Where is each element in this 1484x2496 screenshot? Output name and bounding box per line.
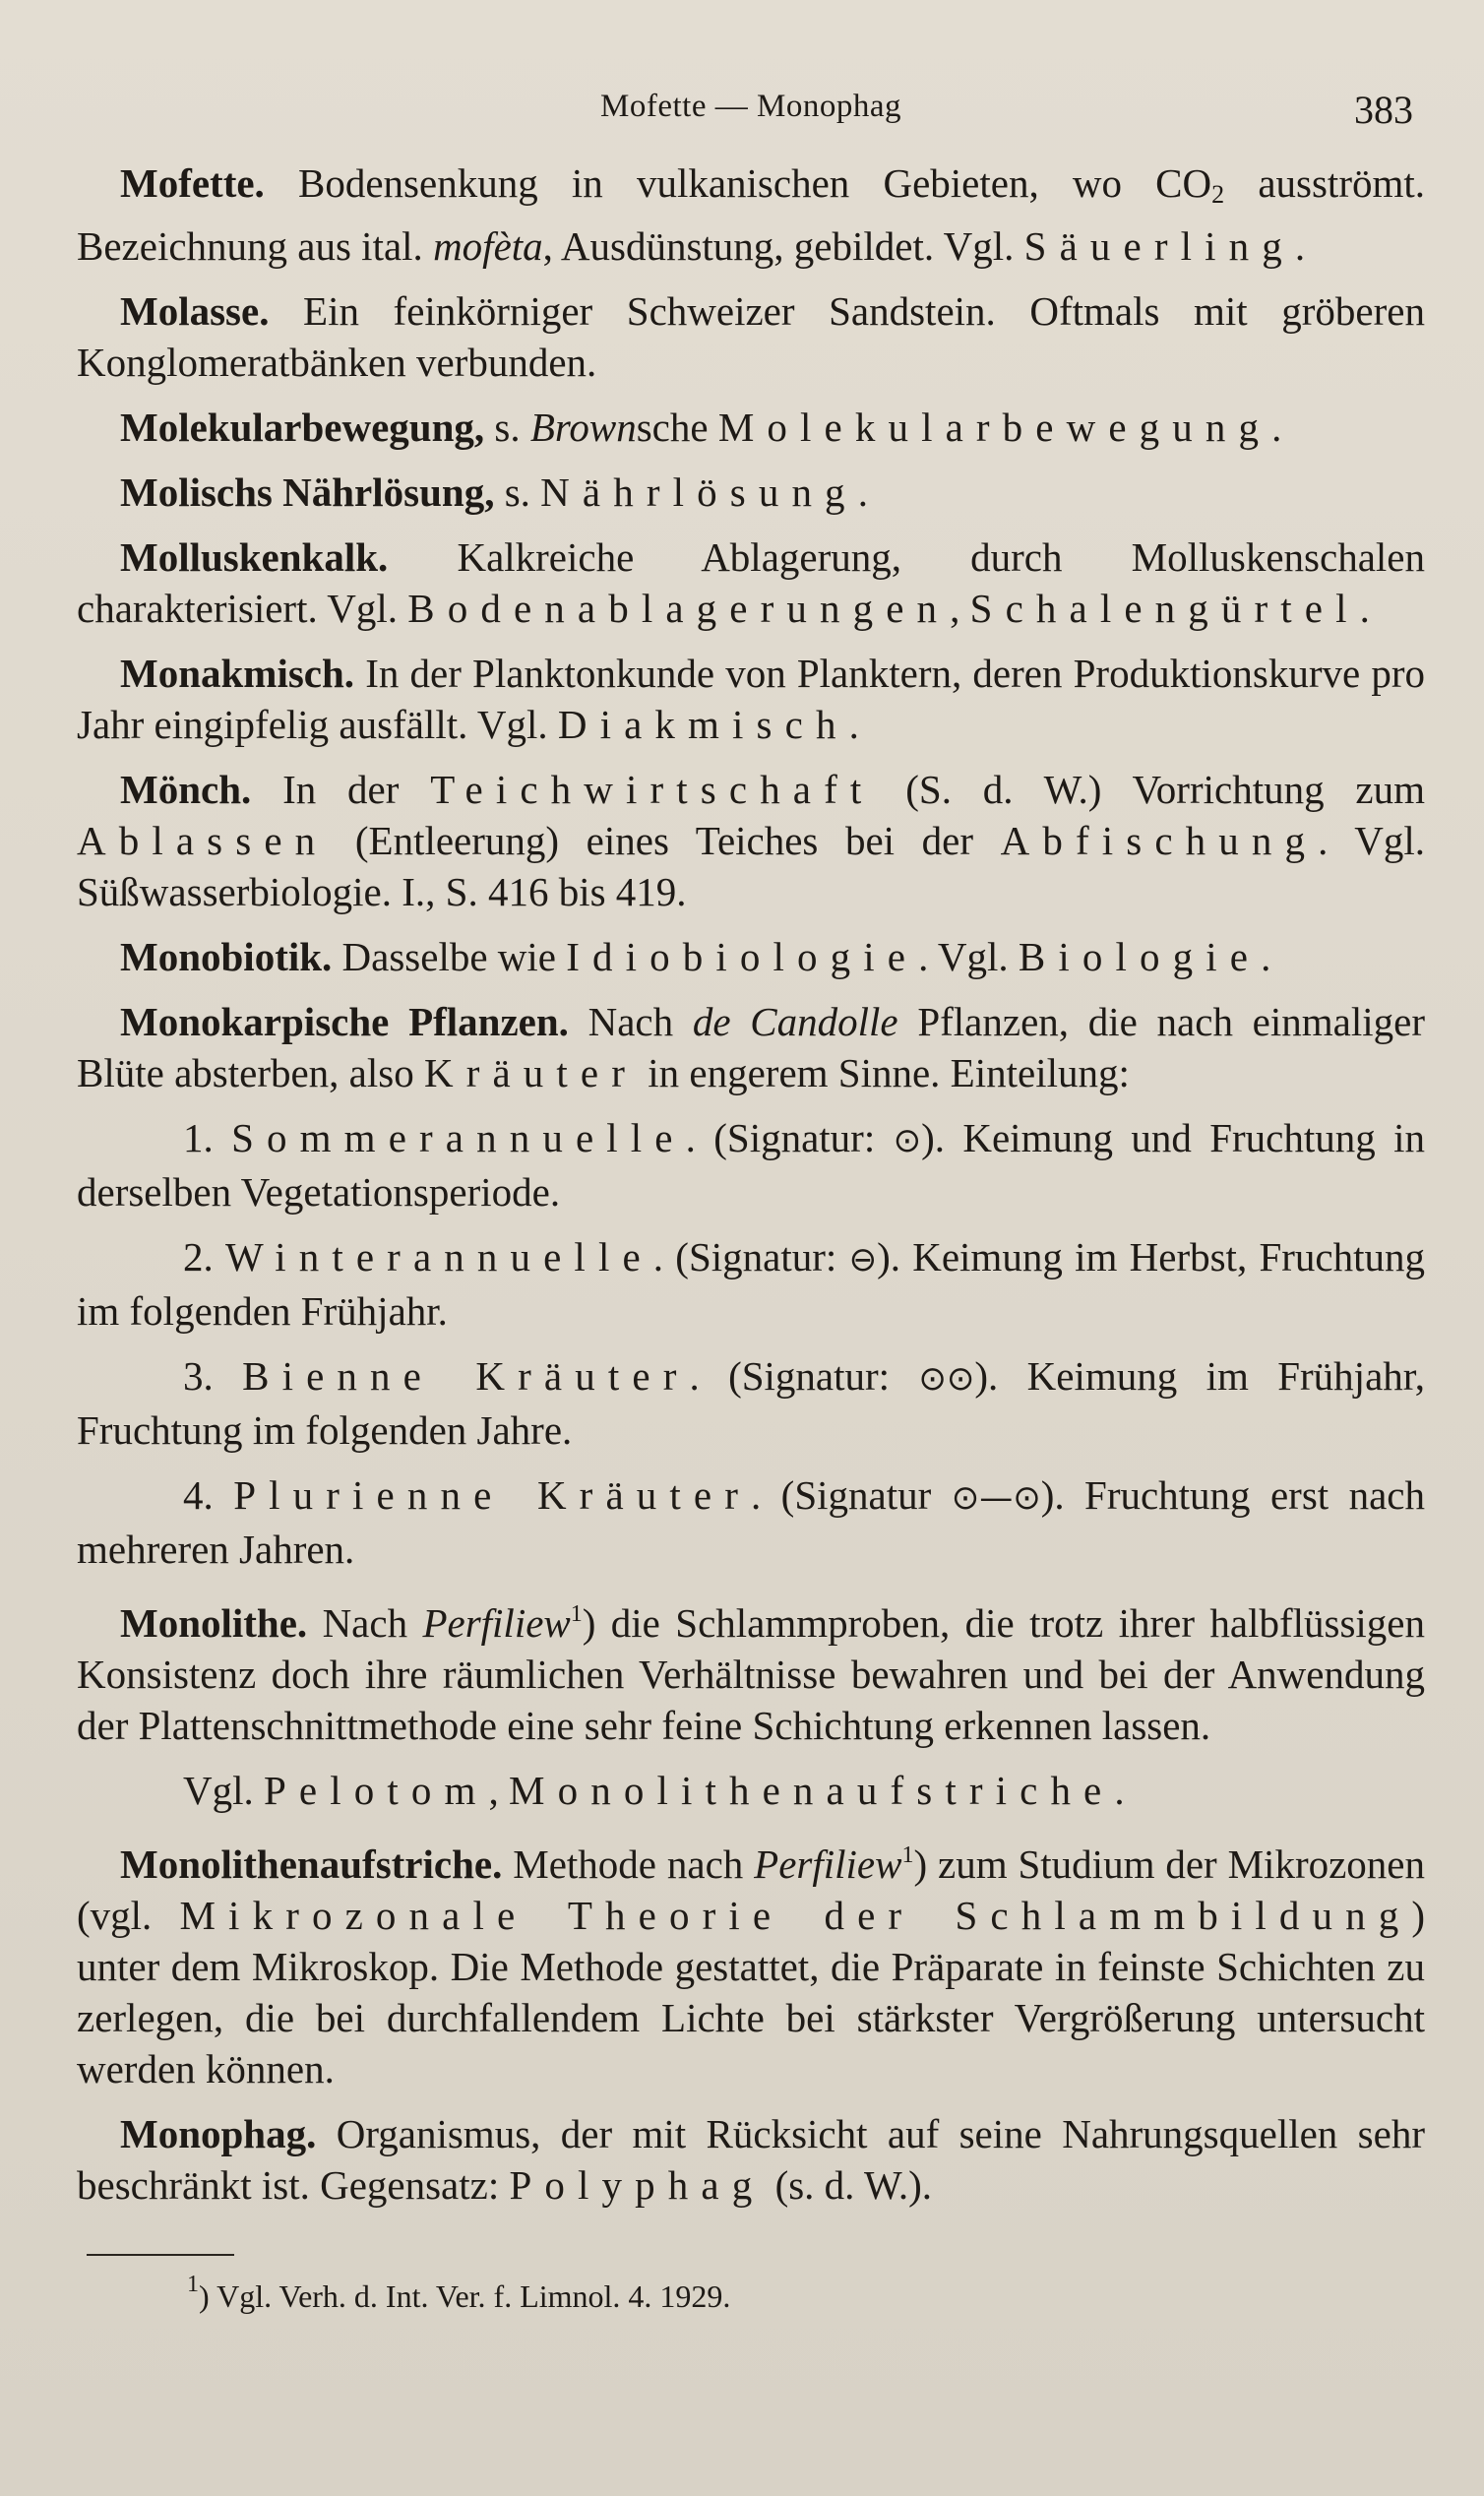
cross-reference: Biologie — [1018, 934, 1262, 979]
entry-text: . Vgl. — [918, 934, 1019, 979]
cross-reference: Pelotom — [264, 1768, 489, 1813]
signature-symbol: ⊖ — [848, 1240, 878, 1279]
item-number: 1. — [183, 1115, 232, 1160]
entry-monobiotik — [77, 931, 1425, 982]
entry-monolithe-see-also — [77, 1765, 1425, 1816]
entry-monokarpische-pflanzen — [77, 996, 1425, 1098]
entry-text: (S. d. W.) Vorrichtung zum — [874, 767, 1425, 812]
category-term: Plurienne Kräuter — [233, 1472, 751, 1518]
emphasized-term: Ablassen — [77, 818, 329, 863]
entry-monakmisch — [77, 648, 1425, 750]
entry-text: ) die Schlammproben, die trotz ihrer halbflüssigen Konsistenz doch ihre räumlichen Verhältnisse bewahren und bei der Anwendung der Plattenschnittmethode eine sehr feine Schichtung erkennen lassen. — [77, 1600, 1425, 1748]
entry-text: . (Signatur: — [652, 1234, 849, 1279]
entry-mofette — [77, 157, 1425, 272]
entry-text: Ein feinkörniger Schweizer Sandstein. Oftmals mit gröberen Konglomeratbänken verbunden. — [77, 288, 1425, 385]
entry-moench — [77, 764, 1425, 917]
entry-text: . (Signatur: — [689, 1353, 919, 1399]
cross-reference: Schalengürtel — [969, 586, 1360, 631]
footnote-marker: 1 — [187, 2272, 199, 2297]
entry-monolithenaufstriche — [77, 1830, 1425, 2094]
entry-text: in engerem Sinne. Einteilung: — [638, 1050, 1130, 1095]
entry-text: . (Signatur — [751, 1472, 952, 1518]
entry-text: (s. d. W.). — [765, 2162, 933, 2208]
emphasized-term: Abfischung — [1000, 818, 1319, 863]
headword: Mofette. — [120, 160, 265, 206]
entry-text: Organismus, der mit Rücksicht auf seine Nahrungsquellen sehr beschränkt ist. Gegensatz: — [77, 2111, 1425, 2208]
list-item — [77, 1469, 1425, 1575]
entry-text: . — [1294, 223, 1306, 269]
entry-text: In der — [251, 767, 431, 812]
cross-reference: Diakmisch — [557, 702, 849, 747]
italic-term: de Candolle — [692, 999, 898, 1044]
page-header — [77, 69, 1425, 157]
entry-text: s. — [484, 405, 530, 450]
entry-text: , Ausdünstung, gebildet. Vgl. — [542, 223, 1024, 269]
footnote-marker: 1 — [901, 1842, 914, 1868]
cross-reference: Kräuter — [423, 1050, 639, 1095]
footnote-divider — [87, 2254, 234, 2256]
entry-text: . (Signatur: — [685, 1115, 894, 1160]
italic-term: mofèta — [433, 223, 543, 269]
headword: Molasse. — [120, 288, 270, 334]
entry-text: Kalkreiche Ablagerung, durch Molluskenschalen charakterisiert. Vgl. — [77, 534, 1425, 631]
cross-reference: Molekularbewegung — [717, 405, 1272, 450]
entry-text: Bodensenkung in vulkanischen Gebieten, wo CO — [264, 160, 1212, 206]
category-term: Bienne Kräuter — [242, 1353, 690, 1399]
entry-text: . — [1271, 405, 1282, 450]
entry-text: Dasselbe wie — [332, 934, 567, 979]
page-number: 383 — [1354, 88, 1413, 132]
headword: Molischs Nährlösung, — [120, 469, 495, 515]
entry-molasse — [77, 285, 1425, 388]
entry-monolithe — [77, 1589, 1425, 1751]
headword: Monobiotik. — [120, 934, 333, 979]
entry-text: Pflanzen, die nach einmaliger Blüte absterben, also — [77, 999, 1425, 1095]
item-number: 2. — [183, 1234, 226, 1279]
category-term: Sommerannuelle — [231, 1115, 686, 1160]
footnote-marker: 1 — [570, 1601, 583, 1627]
entry-text: Nach — [307, 1600, 423, 1646]
cross-reference: Mikrozonale Theorie der Schlammbildung — [179, 1893, 1412, 1938]
entry-text: ). Keimung im Frühjahr, Fruchtung im folgenden Jahre. — [77, 1353, 1426, 1453]
subscript: 2 — [1211, 180, 1225, 209]
headword: Monophag. — [120, 2111, 317, 2156]
cross-reference: Polyphag — [509, 2162, 766, 2208]
entry-text: . Vgl. Süßwasserbiologie. I., S. 416 bis 419. — [77, 818, 1425, 914]
entry-text: ). Keimung und Fruchtung in derselben Vegetationsperiode. — [77, 1115, 1425, 1215]
italic-term: Brown — [529, 405, 637, 450]
entry-text: s. — [494, 469, 541, 515]
running-title: Mofette — Monophag — [600, 89, 901, 124]
list-item — [77, 1231, 1425, 1337]
entry-text: . — [857, 469, 868, 515]
signature-symbol: ⊙⊙ — [918, 1359, 975, 1399]
entry-text: , — [950, 586, 970, 631]
cross-reference: Nährlösung — [540, 469, 858, 515]
list-item — [77, 1350, 1425, 1456]
cross-reference: Bodenablagerungen — [407, 586, 951, 631]
entry-molekularbewegung — [77, 402, 1425, 453]
entry-text: Nach — [568, 999, 693, 1044]
entry-text: . — [1114, 1768, 1125, 1813]
headword: Monakmisch. — [120, 651, 355, 696]
headword: Molekularbewegung, — [120, 405, 485, 450]
cross-reference: Idiobiologie — [566, 934, 919, 979]
entry-text: . — [1359, 586, 1370, 631]
footnote-text: ) Vgl. Verh. d. Int. Ver. f. Limnol. 4. 1929. — [199, 2278, 731, 2314]
headword: Monolithenaufstriche. — [120, 1841, 503, 1887]
headword: Monokarpische Pflanzen. — [120, 999, 569, 1044]
entry-monophag — [77, 2108, 1425, 2211]
entry-text: . — [1261, 934, 1271, 979]
item-number: 3. — [183, 1353, 243, 1399]
author-name: Perfiliew — [754, 1841, 902, 1887]
entry-molischs-naehrloesung — [77, 467, 1425, 518]
entry-text: ). Keimung im Herbst, Fruchtung im folgenden Frühjahr. — [77, 1234, 1426, 1334]
entry-text: Methode nach — [502, 1841, 755, 1887]
entry-text: In der Planktonkunde von Planktern, deren Produktionskurve pro Jahr eingipfelig ausfällt. Vgl. — [77, 651, 1425, 747]
cross-reference: Säuerling — [1023, 223, 1295, 269]
headword: Molluskenkalk. — [120, 534, 389, 580]
headword: Mönch. — [120, 767, 252, 812]
signature-symbol: ⊙—⊙ — [951, 1478, 1041, 1518]
footnote — [77, 2272, 1425, 2315]
cross-reference: Teichwirtschaft — [430, 767, 875, 812]
cross-reference: Monolithenaufstriche — [509, 1768, 1115, 1813]
list-item — [77, 1112, 1425, 1217]
author-name: Perfiliew — [422, 1600, 571, 1646]
item-number: 4. — [183, 1472, 234, 1518]
entry-text: , — [488, 1768, 510, 1813]
entry-text: (Entleerung) eines Teiches bei der — [328, 818, 1001, 863]
entry-text: . — [848, 702, 859, 747]
category-term: Winterannuelle — [225, 1234, 653, 1279]
entry-text: ). Fruchtung erst nach mehreren Jahren. — [77, 1472, 1426, 1572]
entry-text: ) zum Studium der Mikrozonen (vgl. — [77, 1841, 1425, 1938]
entry-text: sche — [636, 405, 718, 450]
headword: Monolithe. — [120, 1600, 308, 1646]
signature-symbol: ⊙ — [893, 1121, 922, 1160]
entry-text: Vgl. — [183, 1768, 264, 1813]
entry-text: ausströmt. Bezeichnung aus ital. — [77, 160, 1426, 269]
entry-molluskenkalk — [77, 531, 1425, 634]
entry-text: ) unter dem Mikroskop. Die Methode gestattet, die Präparate in feinste Schichten zu zerlegen, die bei durchfallendem Lichte bei stärkster Vergrößerung untersucht werden können. — [77, 1893, 1425, 2091]
